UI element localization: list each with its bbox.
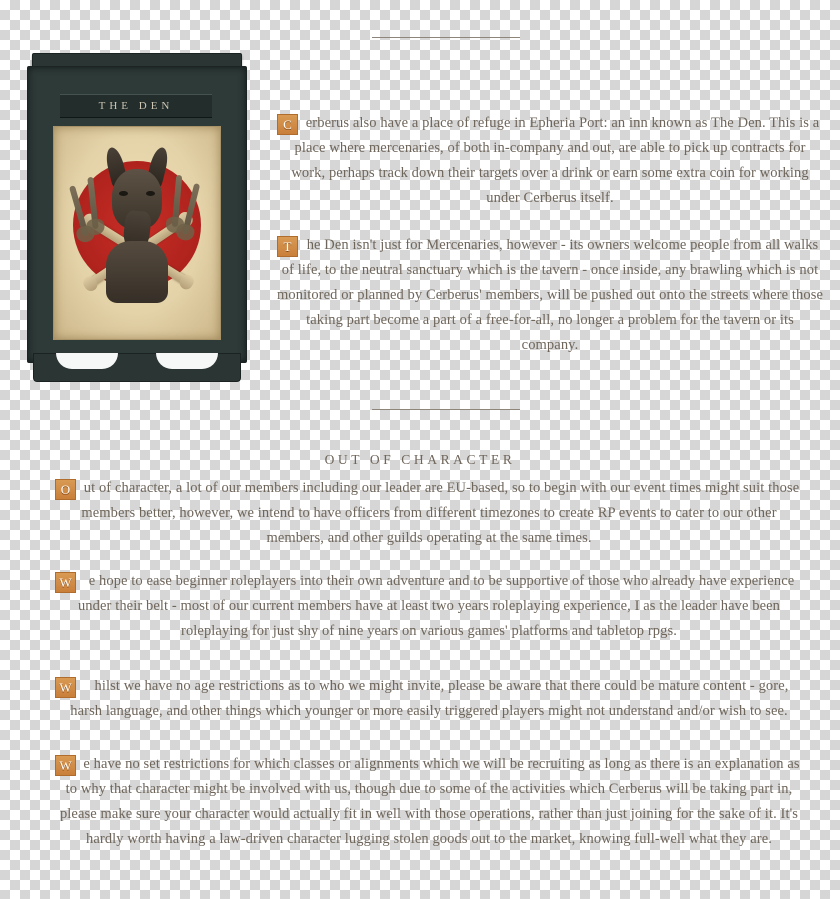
sign-title-plate xyxy=(60,94,212,118)
paragraph-text: e have no set restrictions for which classes or alignments which we will be recruiting as long as there is an explanation as to why that character might be involved with us, though due to some of the activities which Cerberus will be taking part in, please make sure your character would actually fit in well with those operations, rather than just joining for the sake of it. It's hardly worth having a law-driven character lugging stolen goods out to the market, knowing full-well what they are. xyxy=(59,756,800,847)
section-heading: OUT OF CHARACTER xyxy=(324,452,516,467)
intro-text-column xyxy=(277,96,823,372)
paragraph-text: e hope to ease beginner roleplayers into their own adventure and to be supportive of those who already have experience under their belt - most of our current members have at least two years roleplaying experience, I as the leader have been roleplaying for just shy of nine years on various games' platforms and tabletop rpgs. xyxy=(77,573,795,639)
hound-eye-left xyxy=(119,191,128,196)
spacer xyxy=(55,724,803,752)
sign-base-notch-right xyxy=(156,353,218,369)
sign-base-notch-left xyxy=(56,353,118,369)
spacer xyxy=(55,644,803,674)
sign-title-text: THE DEN xyxy=(98,100,174,112)
paragraph xyxy=(55,752,803,852)
paragraph-text: he Den isn't just for Mercenaries, however - its owners welcome people from all walks of life, to the neutral sanctuary which is the tavern - once inside, any brawling which is not monitored or planned by Cerberus' members, will be pushed out onto the streets where those taking part become a part of a free-for-all, no longer a problem for the tavern or its company. xyxy=(277,236,823,353)
drop-cap: T xyxy=(277,236,298,257)
drop-cap: O xyxy=(55,479,76,500)
drop-cap: W xyxy=(55,677,76,698)
hound-head-icon xyxy=(100,153,174,303)
spacer xyxy=(55,551,803,569)
paragraph xyxy=(55,476,803,551)
hound-eye-right xyxy=(146,191,155,196)
drop-cap: W xyxy=(55,572,76,593)
drop-cap: W xyxy=(55,755,76,776)
paragraph-text: hilst we have no age restrictions as to who we might invite, please be aware that there could be mature content - gore, harsh language, and other things which younger or more easily triggered players might not understand and/or wish to see. xyxy=(70,678,789,719)
tavern-sign-image xyxy=(27,53,245,380)
sign-poster xyxy=(53,126,221,340)
paragraph xyxy=(277,111,823,211)
paragraph xyxy=(55,569,803,644)
paragraph xyxy=(277,233,823,358)
ooc-text-column xyxy=(55,476,803,852)
sign-base xyxy=(33,353,241,382)
paragraph-text: ut of character, a lot of our members including our leader are EU-based, so to begin with our event times might suit those members better, however, we intend to have officers from different timezones to create RP events to cater to our other members, and other guilds operating at the same times. xyxy=(81,480,800,546)
paragraph-text: erberus also have a place of refuge in Epheria Port: an inn known as The Den. This is a place where mercenaries, of both in-company and out, are able to pick up contracts for work, perhaps track down their targets over a drink or earn some extra coin for working under Cerberus itself. xyxy=(291,114,820,206)
paragraph xyxy=(55,674,803,724)
divider-top xyxy=(372,37,520,38)
drop-cap: C xyxy=(277,114,298,135)
divider-middle xyxy=(372,409,520,410)
hound-body xyxy=(106,241,168,303)
